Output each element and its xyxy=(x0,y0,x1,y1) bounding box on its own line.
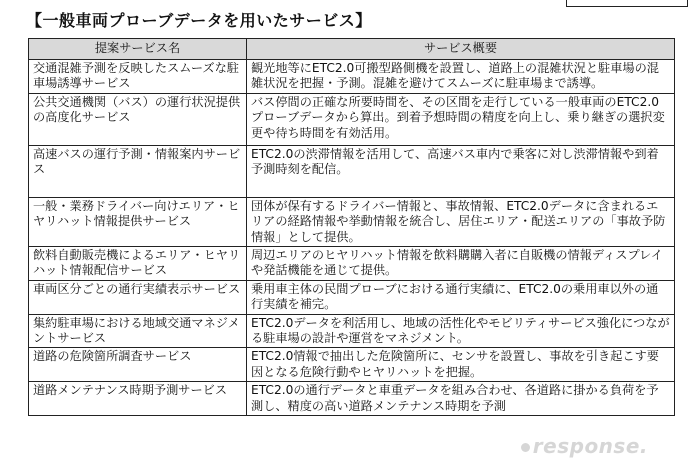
table-row xyxy=(29,348,675,382)
watermark-text: response. xyxy=(532,434,648,458)
header-service-name: 提案サービス名 xyxy=(29,39,247,60)
service-name-cell: 交通混雑予測を反映したスムーズな駐車場誘導サービス xyxy=(29,60,247,94)
header-row xyxy=(29,39,675,60)
header-service-summary: サービス概要 xyxy=(247,39,675,60)
service-summary-cell: 周辺エリアのヒヤリハット情報を飲料購購入者に自販機の情報ディスプレイや発話機能を通じて提供。 xyxy=(247,247,675,281)
service-summary-cell: ETC2.0データを利活用し、地域の活性化やモビリティサービス強化につながる駐車場の設計や運営をマネジメント。 xyxy=(247,314,675,348)
service-name-cell: 集約駐車場における地域交通マネジメントサービス xyxy=(29,314,247,348)
service-summary-cell: 団体が保有するドライバー情報と、事故情報、ETC2.0データに含まれるエリアの経路情報や挙動情報を統合し、居住エリア・配送エリアの「事故予防情報」として提供。 xyxy=(247,197,675,246)
service-name-cell: 道路メンテナンス時期予測サービス xyxy=(29,382,247,416)
service-name-cell: 車両区分ごとの通行実績表示サービス xyxy=(29,280,247,314)
watermark-dot-icon xyxy=(521,443,530,452)
table-row xyxy=(29,197,675,246)
service-summary-cell: バス停間の正確な所要時間を、その区間を走行している一般車両のETC2.0プローブデータから算出。到着予想時間の精度を向上し、乗り継ぎの選択変更や待ち時間を有効活用。 xyxy=(247,93,675,145)
service-name-cell: 公共交通機関（バス）の運行状況提供の高度化サービス xyxy=(29,93,247,145)
table-row xyxy=(29,247,675,281)
table-row xyxy=(29,382,675,416)
service-summary-cell: ETC2.0の渋滞情報を活用して、高速バス車内で乗客に対し渋滞情報や到着予測時刻を配信。 xyxy=(247,145,675,197)
service-summary-cell: 観光地等にETC2.0可搬型路側機を設置し、道路上の混雑状況と駐車場の混雑状況を把握・予測。混雑を避けてスムーズに駐車場まで誘導。 xyxy=(247,60,675,94)
watermark-logo xyxy=(521,434,648,458)
table-row xyxy=(29,93,675,145)
service-name-cell: 道路の危険箇所調査サービス xyxy=(29,348,247,382)
service-summary-cell: ETC2.0の通行データと車重データを組み合わせ、各道路に掛かる負荷を予測し、精度の高い道路メンテナンス時期を予測 xyxy=(247,382,675,416)
table-row xyxy=(29,314,675,348)
corner-frame xyxy=(566,0,688,7)
service-summary-cell: ETC2.0情報で抽出した危険箇所に、センサを設置し、事故を引き起こす要因となる危険行動やヒヤリハットを把握。 xyxy=(247,348,675,382)
table-row xyxy=(29,280,675,314)
table-row xyxy=(29,145,675,197)
services-table xyxy=(28,38,675,416)
service-name-cell: 一般・業務ドライバー向けエリア・ヒヤリハット情報提供サービス xyxy=(29,197,247,246)
service-name-cell: 飲料自動販売機によるエリア・ヒヤリハット情報配信サービス xyxy=(29,247,247,281)
service-name-cell: 高速バスの運行予測・情報案内サービス xyxy=(29,145,247,197)
table-row xyxy=(29,60,675,94)
service-summary-cell: 乗用車主体の民間プローブにおける通行実績に、ETC2.0の乗用車以外の通行実績を補完。 xyxy=(247,280,675,314)
document-title: 【一般車両プローブデータを用いたサービス】 xyxy=(26,11,372,30)
